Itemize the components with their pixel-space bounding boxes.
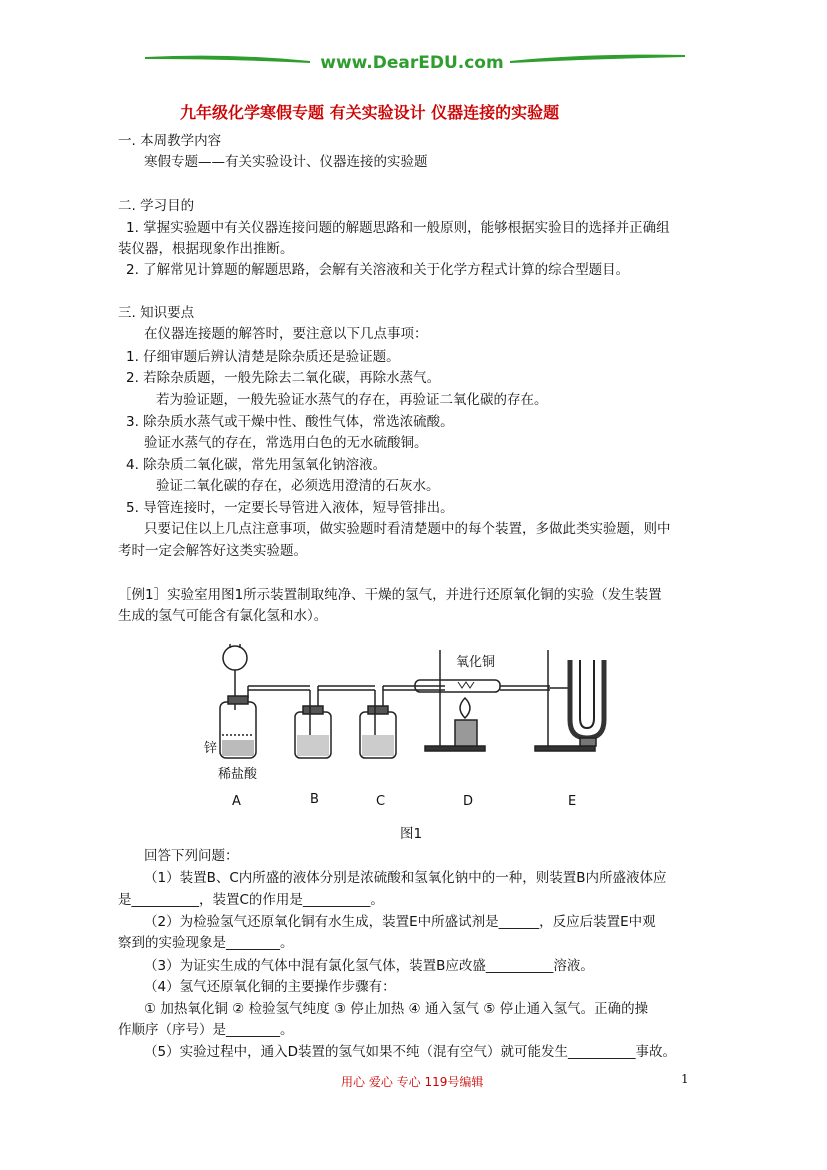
point-4: 4. 除杂质二氧化碳，常先用氢氧化钠溶液。 bbox=[126, 457, 387, 473]
burner-flame-d bbox=[460, 698, 470, 718]
figure-caption: 图1 bbox=[400, 826, 423, 842]
objective-1: 1. 掌握实验题中有关仪器连接问题的解题思路和一般原则，能够根据实验目的选择并正确组 bbox=[126, 220, 670, 236]
section1-heading: 一. 本周教学内容 bbox=[118, 133, 222, 149]
label-zinc: 锌 bbox=[204, 741, 218, 756]
section1-content: 寒假专题——有关实验设计、仪器连接的实验题 bbox=[144, 154, 428, 170]
section3-intro: 在仪器连接题的解答时，要注意以下几点事项： bbox=[144, 326, 428, 342]
objective-2: 2. 了解常见计算题的解题思路，会解有关溶液和关于化学方程式计算的综合型题目。 bbox=[126, 262, 630, 278]
label-copper-oxide: 氧化铜 bbox=[456, 655, 496, 670]
letter-a: A bbox=[232, 794, 241, 809]
questions-intro: 回答下列问题： bbox=[144, 848, 239, 864]
example-1: ［例1］实验室用图1所示装置制取纯净、干燥的氢气，并进行还原氧化铜的实验（发生装置 bbox=[118, 587, 662, 603]
burner-d bbox=[455, 720, 477, 746]
question-1: （1）装置B、C内所盛的液体分别是浓硫酸和氢氧化钠中的一种，则装置B内所盛液体应 bbox=[144, 870, 667, 886]
question-2: （2）为检验氢气还原氧化铜有水生成，装置E中所盛试剂是______，反应后装置E中观 bbox=[144, 914, 656, 930]
question-4-steps: ① 加热氧化铜 ② 检验氢气纯度 ③ 停止加热 ④ 通入氢气 ⑤ 停止通入氢气。正确的操 bbox=[144, 1001, 649, 1017]
question-5: （5）实验过程中，通入D装置的氢气如果不纯（混有空气）就可能发生__________事故。 bbox=[144, 1044, 676, 1060]
section2-heading: 二. 学习目的 bbox=[118, 198, 195, 214]
question-1-cont: 是__________，装置C的作用是__________。 bbox=[118, 892, 384, 908]
letter-b: B bbox=[310, 792, 319, 807]
question-2-cont: 察到的实验现象是________。 bbox=[118, 935, 294, 951]
conclusion-cont: 考时一定会解答好这类实验题。 bbox=[118, 543, 307, 559]
point-3: 3. 除杂质水蒸气或干燥中性、酸性气体，常选浓硫酸。 bbox=[126, 414, 454, 430]
letter-e: E bbox=[568, 794, 577, 809]
separatory-funnel bbox=[223, 646, 247, 670]
footer-text: 用心 爱心 专心 119号编辑 bbox=[341, 1075, 484, 1089]
letter-c: C bbox=[376, 794, 386, 809]
point-4b: 验证二氧化碳的存在，必须选用澄清的石灰水。 bbox=[156, 478, 440, 494]
page-number: 1 bbox=[681, 1072, 689, 1086]
point-1: 1. 仔细审题后辨认清楚是除杂质还是验证题。 bbox=[126, 349, 400, 365]
example-1-cont: 生成的氢气可能含有氯化氢和水）。 bbox=[118, 608, 328, 624]
apparatus-figure bbox=[200, 640, 630, 820]
conclusion: 只要记住以上几点注意事项，做实验题时看清楚题中的每个装置，多做此类实验题，则中 bbox=[144, 521, 671, 537]
point-2: 2. 若除杂质题，一般先除去二氧化碳，再除水蒸气。 bbox=[126, 370, 441, 386]
point-5: 5. 导管连接时，一定要长导管进入液体，短导管排出。 bbox=[126, 500, 454, 516]
question-3: （3）为证实生成的气体中混有氯化氢气体，装置B应改盛__________溶液。 bbox=[144, 958, 594, 974]
point-2b: 若为验证题，一般先验证水蒸气的存在，再验证二氧化碳的存在。 bbox=[156, 392, 548, 408]
right-swoosh bbox=[510, 56, 685, 62]
label-acid: 稀盐酸 bbox=[218, 767, 258, 782]
letter-d: D bbox=[463, 794, 474, 809]
site-logo-text: www.DearEDU.com bbox=[320, 53, 504, 73]
section3-heading: 三. 知识要点 bbox=[118, 305, 195, 321]
u-tube-e bbox=[570, 660, 604, 738]
objective-1-cont: 装仪器，根据现象作出推断。 bbox=[118, 241, 294, 257]
left-swoosh bbox=[145, 57, 310, 62]
header-banner bbox=[140, 46, 690, 76]
point-3b: 验证水蒸气的存在，常选用白色的无水硫酸铜。 bbox=[144, 435, 428, 451]
page-title: 九年级化学寒假专题 有关实验设计 仪器连接的实验题 bbox=[180, 103, 560, 122]
question-4: （4）氢气还原氧化铜的主要操作步骤有： bbox=[144, 979, 396, 995]
question-4-cont: 作顺序（序号）是________。 bbox=[118, 1022, 294, 1038]
